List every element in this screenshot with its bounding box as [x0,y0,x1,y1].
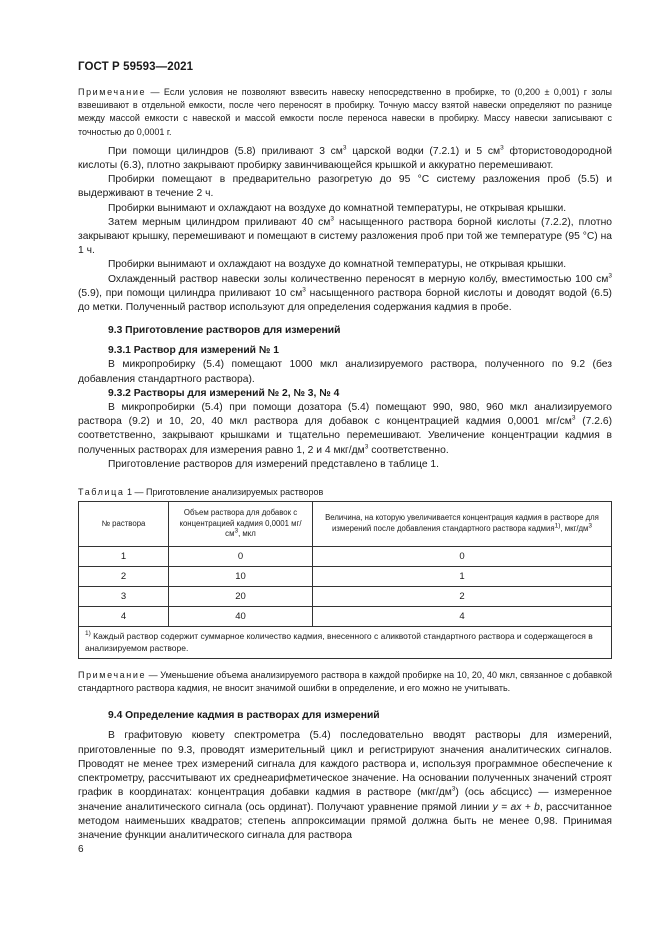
page-number: 6 [78,844,84,855]
equation: y = ax + b [492,801,540,813]
body-paragraph: Пробирки помещают в предварительно разогретую до 95 °C систему разложения проб (5.5) и выдерживают в течение 2 ч. [78,174,612,200]
table-cell: 0 [169,547,313,567]
note-text: — Если условия не позволяют взвесить навеску непосредственно в пробирке, то (0,200 ± 0,001) г золы взвешивают в отдельной емкости, после чего переносят в пробирку. Точную массу взятой навески определяют по разнице между массой емкости с навеской и массой емкости после переноса навески в пробирку. Массу навески записывают с точностью до 0,0001 г. [78,87,612,137]
superscript: 1) [554,522,561,530]
superscript: 3 [588,522,593,530]
superscript: 3 [234,527,239,535]
table-row [79,587,612,607]
table-caption [78,486,612,498]
section-heading: 9.3 Приготовление растворов для измерений [108,325,341,337]
body-paragraph [78,145,612,173]
body-paragraph: Пробирки вынимают и охлаждают на воздухе до комнатной температуры, не открывая крышки. [108,259,567,271]
superscript: 3 [342,144,347,152]
superscript: 3 [451,785,456,793]
text-run: (5.9), при помощи цилиндра приливают 10 см [78,287,303,299]
text-run: , рассчитанное методом наименьших квадратов; степень аппроксимации прямой должна быть не менее 0,98. Принимая значение функции аналитического сигнала для раствора [78,801,612,841]
text-run: фтористоводородной кислоты (6.3), плотно закрывают пробирку завинчивающейся крышкой и аккуратно перемешивают. [78,145,612,172]
column-header-volume [169,502,313,547]
body-paragraph [78,273,612,316]
text-run: При помощи цилиндров (5.8) приливают 3 см [108,145,343,157]
text-run: соответственно. [368,444,449,456]
superscript: 3 [571,414,576,422]
text-run: Величина, на которую увеличивается концентрация кадмия в растворе для измерений после добавления стандартного раствора кадмия [325,513,599,534]
superscript: 3 [608,272,612,280]
table-row [79,547,612,567]
text-run: Объем раствора для добавок с концентрацией кадмия 0,0001 мг/см [179,507,302,539]
column-header-solution-number: № раствора [79,502,169,547]
page-content [78,86,612,843]
note-text: — Уменьшение объема анализируемого раствора в каждой пробирке на 10, 20, 40 мкл, связанное с добавкой стандартного раствора кадмия, не вносит значимой ошибки в определение, и его можно не учитывать. [78,670,612,694]
text-run: В микропробирки (5.4) при помощи дозатора (5.4) помещают 990, 980, 960 мкл анализируемого раствора (9.2) и 10, 20, 40 мкл раствора для добавок с концентрацией кадмия 0,0001 мг/см [78,402,612,428]
footnote-mark: 1) [85,630,91,638]
document-header: ГОСТ Р 59593—2021 [78,61,194,73]
text-run: , мкг/дм [560,524,589,534]
table-cell: 20 [169,587,313,607]
body-paragraph: В микропробирку (5.4) помещают 1000 мкл анализируемого раствора, полученного по 9.2 (без добавления стандартного раствора). [78,359,612,385]
table-footnote-row [79,627,612,659]
text-run: (7.2.6) соответственно, закрывают крышками и тщательно перемешивают. Увеличение концентрации кадмия в полученных растворах для измерения равно 1, 2 и 4 мкг/дм [78,416,613,456]
table-cell: 2 [79,567,169,587]
body-paragraph [78,729,612,843]
table-row [79,567,612,587]
text-run: насыщенного раствора борной кислоты (7.2.2), плотно закрывают крышку, перемешивают и помещают в систему разложения проб при той же температуре (95 °C) на 1 ч. [78,216,613,257]
text-run: насыщенного раствора борной кислоты и доводят водой (6.5) до метки. Полученный раствор используют для определения содержания кадмия в пробе. [78,287,612,314]
note-paragraph [78,669,612,695]
body-paragraph: Приготовление растворов для измерений представлено в таблице 1. [108,458,439,470]
subsection-heading: 9.3.2 Растворы для измерений № 2, № 3, № 4 [108,387,340,399]
footnote-text: Каждый раствор содержит суммарное количество кадмия, внесенного с аликвотой стандартного раствора и содержащегося в анализируемом растворе. [85,631,593,653]
superscript: 3 [302,286,306,294]
table-footnote [79,627,612,659]
body-paragraph: Пробирки вынимают и охлаждают на воздухе до комнатной температуры, не открывая крышки. [108,202,567,214]
text-run: ) (ось абсцисс) — измеренное значение аналитического сигнала (ось ординат). Получают уравнение прямой линии [78,787,612,813]
superscript: 3 [330,215,334,223]
column-header-concentration-increase [313,502,612,547]
text-run: В графитовую кювету спектрометра (5.4) последовательно вводят растворы для измерений, приготовленные по 9.3, проводят измерительный цикл и регистрируют значения аналитических сигналов. Проводят не менее трех измерений сигнала для каждого раствора и, используя программное обеспечение к спектрометру, рассчитывают их среднеарифметическое значение. На основании полученных значений строят график в координатах: концентрация добавки кадмия в растворе (мкг/дм [78,730,612,799]
table-cell: 3 [79,587,169,607]
table-cell: 0 [313,547,612,567]
table-header-row [79,502,612,547]
table-cell: 1 [313,567,612,587]
superscript: 3 [500,144,504,152]
note-label: Примечание [78,87,147,97]
subsection-heading: 9.3.1 Раствор для измерений № 1 [108,345,279,357]
note-paragraph [78,86,612,139]
text-run: , мкл [238,529,256,539]
table-cell: 40 [169,607,313,627]
table-cell: 4 [313,607,612,627]
superscript: 3 [364,443,369,451]
table-cell: 2 [313,587,612,607]
table-cell: 4 [79,607,169,627]
caption-label: Таблица [78,487,125,498]
table-cell: 10 [169,567,313,587]
solutions-table [78,501,612,659]
body-paragraph [78,216,612,259]
text-run: Охлажденный раствор навески золы количественно переносят в мерную колбу, вместимостью 100 см [108,273,609,285]
table-row [79,607,612,627]
note-label: Примечание [78,670,147,681]
body-paragraph [78,401,612,458]
table-cell: 1 [79,547,169,567]
section-heading: 9.4 Определение кадмия в растворах для измерений [108,710,380,722]
text-run: Затем мерным цилиндром приливают 40 см [108,216,331,228]
text-run: царской водки (7.2.1) и 5 см [346,145,501,157]
caption-text: 1 — Приготовление анализируемых растворов [124,487,324,498]
